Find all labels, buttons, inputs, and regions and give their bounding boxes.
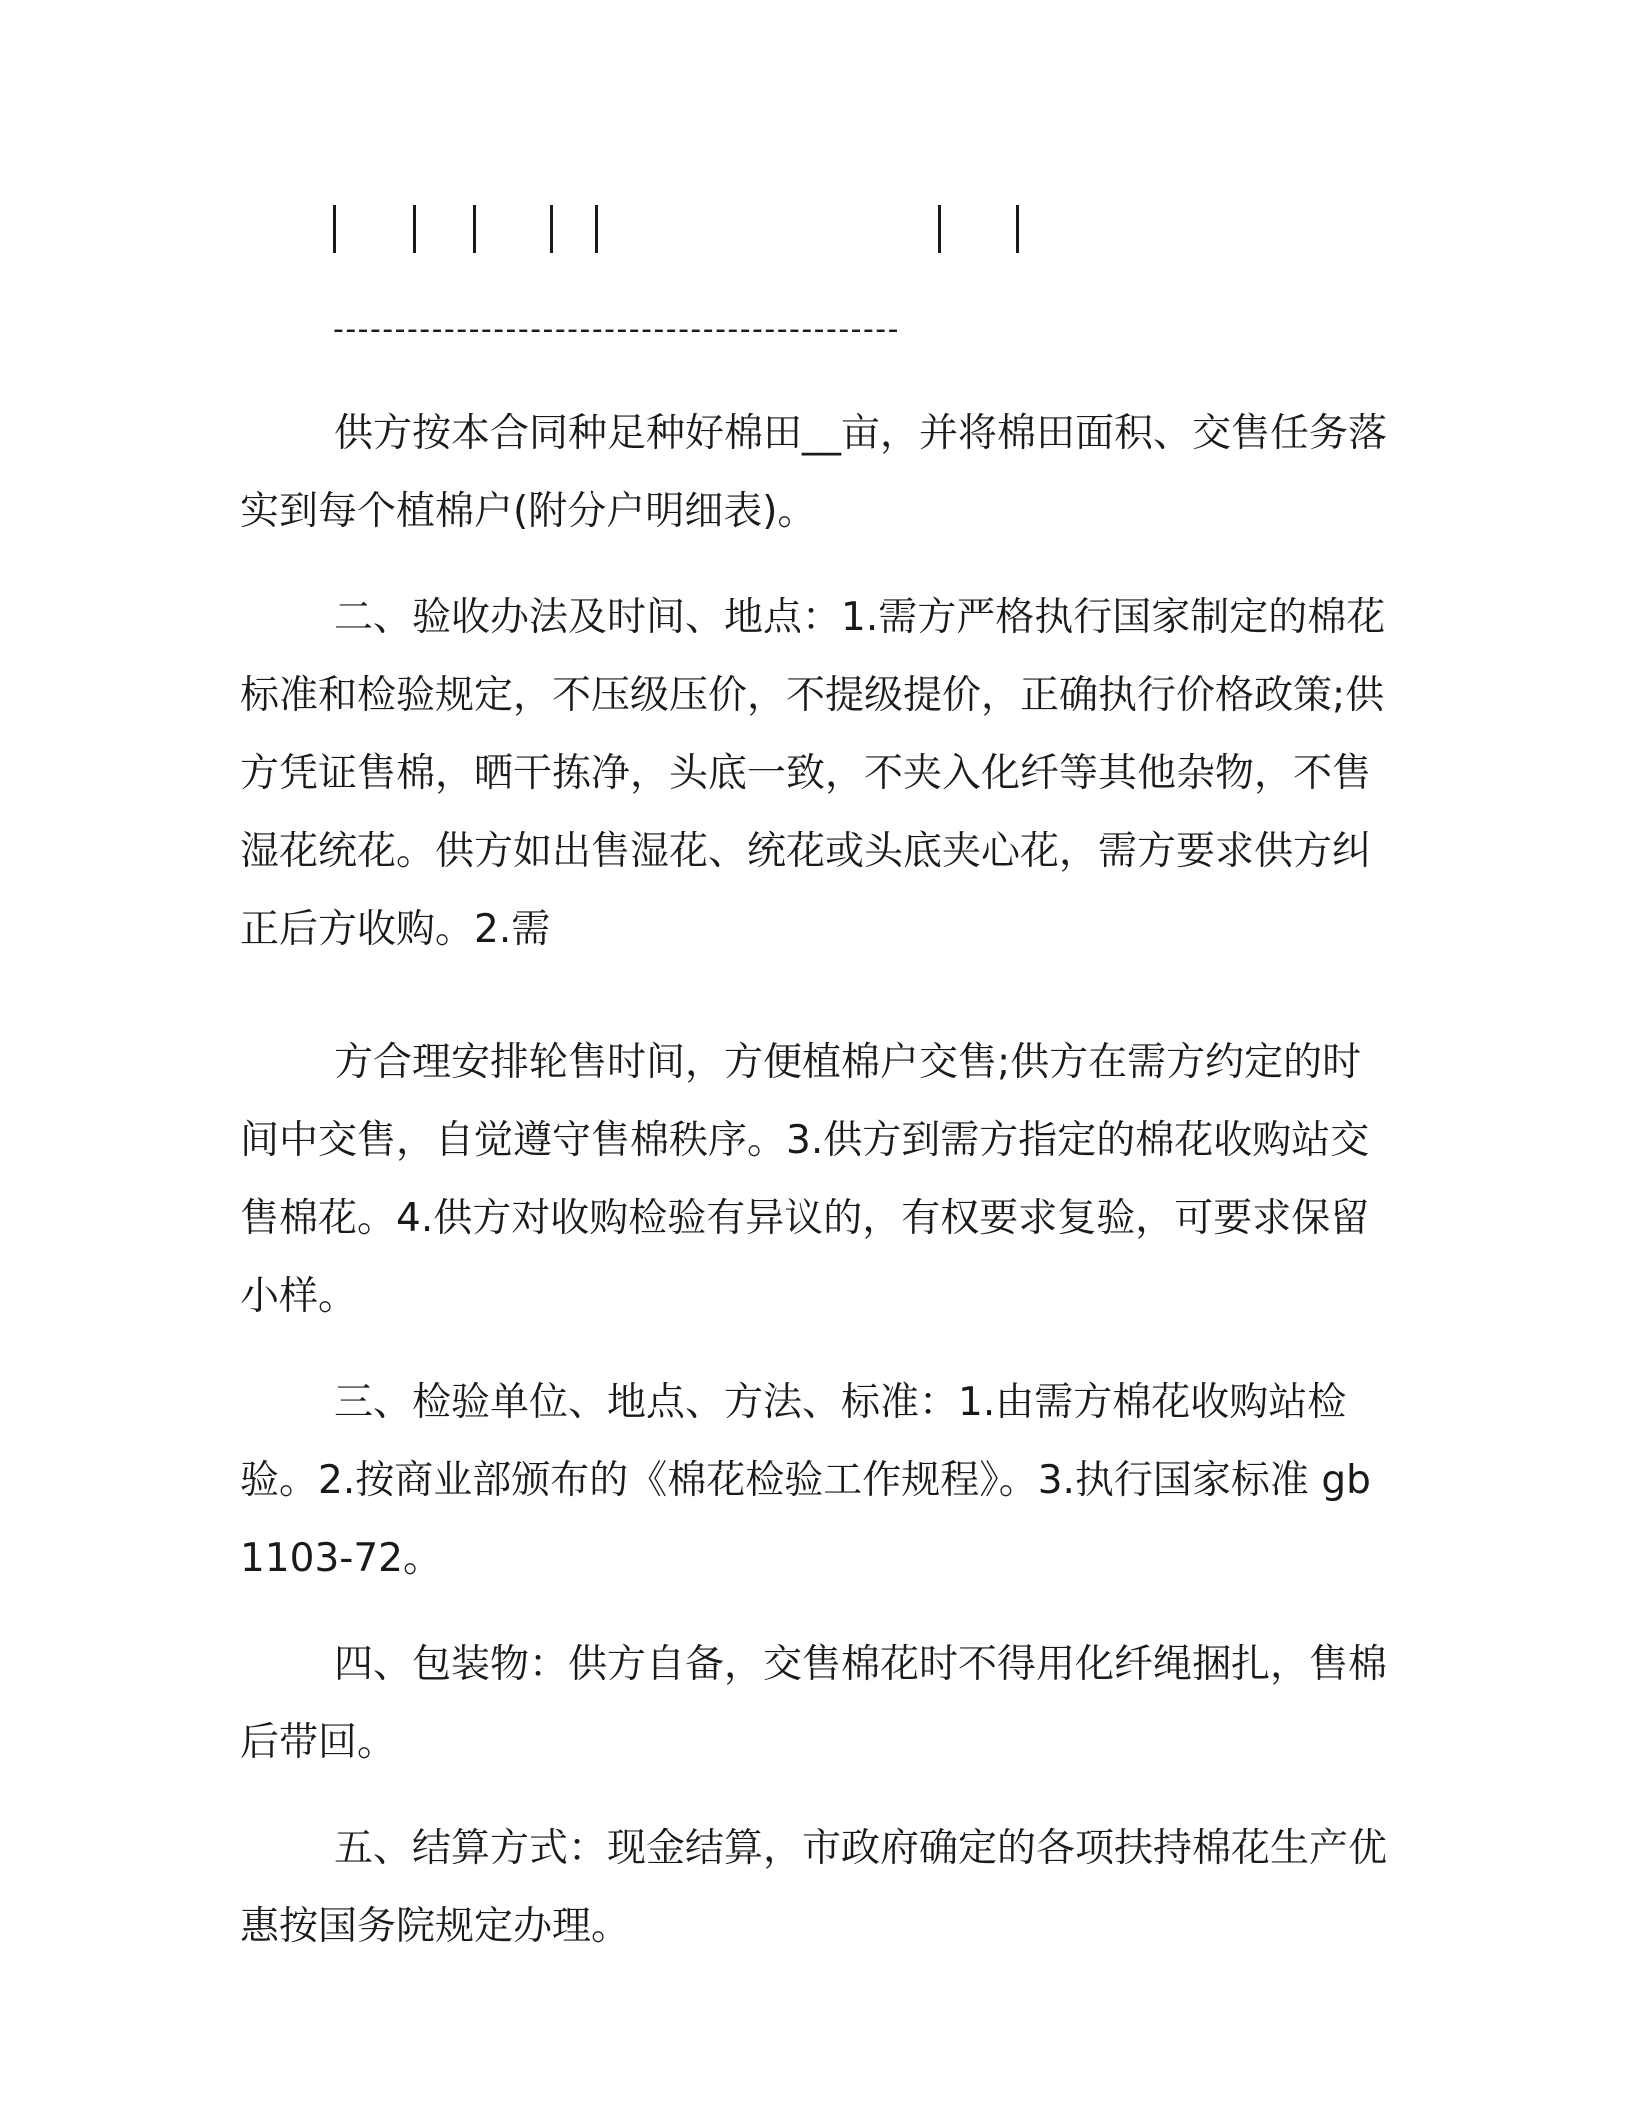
paragraph-inspection: 三、检验单位、地点、方法、标准：1.由需方棉花收购站检验。2.按商业部颁布的《棉花检验工作规程》。3.执行国家标准 gb1103-72。 <box>240 1380 1371 1581</box>
vertical-rule <box>473 205 476 253</box>
paragraph-sales-arrangement: 方合理安排轮售时间，方便植棉户交售;供方在需方约定的时间中交售，自觉遵守售棉秩序。3.供方到需方指定的棉花收购站交售棉花。4.供方对收购检验有异议的，有权要求复验，可要求保留小样。 <box>240 1040 1370 1319</box>
vertical-rule <box>413 205 416 253</box>
dashed-separator: ---------------------------------------------- <box>333 312 900 347</box>
vertical-rule <box>595 205 598 253</box>
vertical-rule <box>333 205 336 253</box>
vertical-rule <box>550 205 553 253</box>
paragraph-planting: 供方按本合同种足种好棉田__亩，并将棉田面积、交售任务落实到每个植棉户(附分户明细表)。 <box>240 411 1388 534</box>
paragraph-packaging: 四、包装物：供方自备，交售棉花时不得用化纤绳捆扎，售棉后带回。 <box>240 1642 1388 1765</box>
vertical-rule <box>1016 205 1019 253</box>
table-border-fragment <box>333 205 1333 253</box>
paragraph-acceptance: 二、验收办法及时间、地点：1.需方严格执行国家制定的棉花标准和检验规定，不压级压价，不提级提价，正确执行价格政策;供方凭证售棉，晒干拣净，头底一致，不夹入化纤等其他杂物，不售湿花统花。供方如出售湿花、统花或头底夹心花，需方要求供方纠正后方收购。2.需 <box>240 595 1386 952</box>
paragraph-settlement: 五、结算方式：现金结算，市政府确定的各项扶持棉花生产优惠按国务院规定办理。 <box>240 1826 1388 1949</box>
document-body <box>240 395 1390 2021</box>
vertical-rule <box>938 205 941 253</box>
